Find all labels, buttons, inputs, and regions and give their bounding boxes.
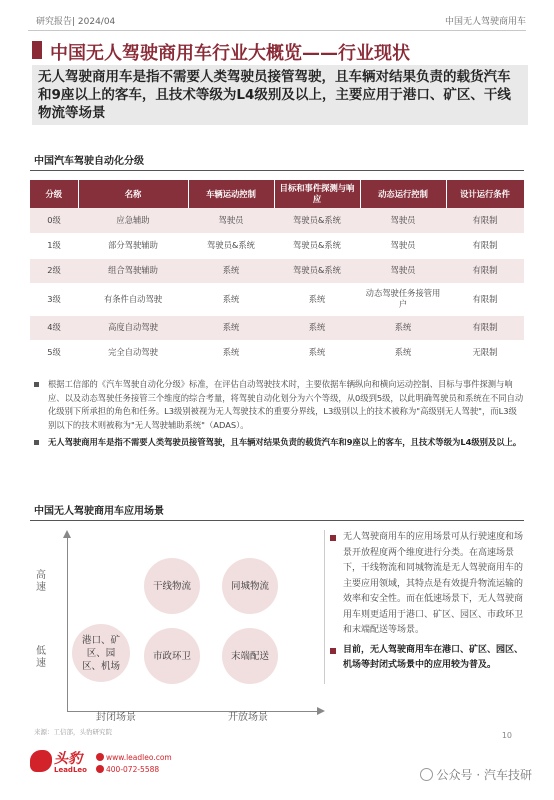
table-cell: 驾驶员&系统: [274, 233, 360, 258]
x-label-closed: 封闭场景: [96, 712, 136, 723]
table-cell: 无限制: [446, 340, 524, 365]
table-header-cell: 名称: [78, 180, 188, 208]
bubble-port-mine-park-airport: 港口、矿区、园区、机场: [72, 624, 130, 682]
table-cell: 系统: [360, 315, 446, 340]
table-row: [30, 233, 524, 258]
note-text: 无人驾驶商用车是指不需要人类驾驶员接管驾驶，且车辆对结果负责的载货汽车和9座以上的客车，且技术等级为L4级别及以上。: [48, 437, 522, 447]
contact-info: [96, 752, 172, 776]
note-text: 根据工信部的《汽车驾驶自动化分级》标准，在评估自动驾驶技术时，主要依据车辆纵向和横向运动控制、目标与事件探测与响应、以及动态驾驶任务接管三个维度的综合考量，将驾驶自动化划分为六个等级，从0级到5级，以此明确驾驶员和系统在不同自动化级别下所承担的角色和任务。L3级别被视为无人驾驶技术的重要分界线，L3级别以上的技术被称为"高级别无人驾驶"，而L3级别以下的技术则被称为"无人驾驶辅助系统"（ADAS）。: [48, 379, 524, 430]
table-cell: 驾驶员&系统: [274, 208, 360, 233]
commentary-item: [330, 643, 526, 674]
logo-text-en: LeadLeo: [54, 766, 87, 774]
header-divider: [28, 30, 526, 31]
title-accent-bar: [32, 41, 42, 59]
table-cell: 2级: [30, 258, 78, 283]
bubble-municipal-sanitation: 市政环卫: [144, 628, 200, 684]
logo-text-cn: 头豹: [54, 751, 82, 767]
watermark-text: 公众号 · 汽车技研: [436, 768, 532, 782]
table-section-divider: [30, 170, 524, 171]
table-header-cell: 分级: [30, 180, 78, 208]
table-cell: 1级: [30, 233, 78, 258]
table-cell: 驾驶员&系统: [188, 233, 274, 258]
globe-icon: [96, 753, 104, 761]
y-label-high: 高速: [36, 570, 46, 593]
table-cell: 有条件自动驾驶: [78, 283, 188, 315]
table-cell: 系统: [274, 340, 360, 365]
website-link[interactable]: www.leadleo.com: [106, 753, 172, 762]
y-axis: [67, 536, 68, 711]
table-cell: 3级: [30, 283, 78, 315]
wechat-icon: [420, 768, 433, 781]
table-header-cell: 动态运行控制: [360, 180, 446, 208]
website-line: [96, 752, 172, 764]
bullet-square-icon: [330, 648, 336, 654]
table-cell: 有限制: [446, 315, 524, 340]
commentary-text: 无人驾驶商用车的应用场景可从行驶速度和场景开放程度两个维度进行分类。在高速场景下，干线物流和同城物流是无人驾驶商用车的主要应用领域，其特点是有效提升物流运输的效率和安全性。而在低速场景下，无人驾驶商用车则更适用于港口、矿区、园区、市政环卫和末端配送等场景。: [343, 532, 524, 635]
table-cell: 有限制: [446, 258, 524, 283]
table-cell: 驾驶员: [360, 233, 446, 258]
table-cell: 0级: [30, 208, 78, 233]
table-header-cell: 设计运行条件: [446, 180, 524, 208]
leadleo-logo: [30, 748, 88, 782]
phone-line: [96, 764, 172, 776]
page-header: [36, 14, 526, 28]
table-cell: 系统: [188, 258, 274, 283]
chart-section-title: 中国无人驾驶商用车应用场景: [34, 506, 164, 517]
x-label-open: 开放场景: [228, 712, 268, 723]
note-paragraph: [34, 378, 524, 432]
table-cell: 系统: [188, 340, 274, 365]
table-cell: 组合驾驶辅助: [78, 258, 188, 283]
chart-section-divider: [30, 520, 524, 521]
commentary-item: [330, 530, 526, 639]
table-cell: 应急辅助: [78, 208, 188, 233]
table-cell: 系统: [274, 315, 360, 340]
table-cell: 高度自动驾驶: [78, 315, 188, 340]
table-cell: 有限制: [446, 233, 524, 258]
leopard-logo-icon: [30, 750, 52, 772]
y-label-low: 低速: [36, 646, 46, 669]
table-row: [30, 258, 524, 283]
table-section-title: 中国汽车驾驶自动化分级: [34, 156, 144, 167]
table-cell: 系统: [188, 283, 274, 315]
table-cell: 完全自动驾驶: [78, 340, 188, 365]
bullet-square-icon: [34, 440, 39, 445]
table-cell: 系统: [188, 315, 274, 340]
table-row: [30, 208, 524, 233]
table-header-cell: 车辆运动控制: [188, 180, 274, 208]
header-left: 研究报告| 2024/04: [36, 17, 116, 27]
table-row: [30, 283, 524, 315]
page-title-block: [32, 39, 522, 64]
table-cell: 驾驶员&系统: [274, 258, 360, 283]
source-note: 来源：工信部，头豹研究院: [34, 728, 112, 736]
table-cell: 驾驶员: [360, 258, 446, 283]
table-row: [30, 340, 524, 365]
scenario-matrix: [30, 528, 320, 728]
side-divider: [324, 530, 325, 684]
table-cell: 系统: [274, 283, 360, 315]
arrow-up-icon: [63, 530, 71, 538]
automation-level-table: [30, 180, 525, 366]
commentary-text: 目前，无人驾驶商用车在港口、矿区、园区、机场等封闭式场景中的应用较为普及。: [343, 644, 524, 670]
table-cell: 有限制: [446, 283, 524, 315]
bullet-square-icon: [330, 535, 336, 541]
table-cell: 驾驶员: [360, 208, 446, 233]
table-cell: 部分驾驶辅助: [78, 233, 188, 258]
table-row: [30, 315, 524, 340]
table-header-cell: 目标和事件探测与响应: [274, 180, 360, 208]
header-right: 中国无人驾驶商用车: [444, 17, 526, 27]
table-header-row: [30, 180, 524, 208]
lead-summary: 无人驾驶商用车是指不需要人类驾驶员接管驾驶，且车辆对结果负责的载货汽车和9座以上的客车，且技术等级为L4级别及以上，主要应用于港口、矿区、干线物流等场景: [32, 65, 528, 125]
note-paragraph: [34, 436, 524, 450]
table-cell: 4级: [30, 315, 78, 340]
bubble-last-mile: 末端配送: [222, 628, 278, 684]
wechat-watermark: [420, 766, 532, 783]
bullet-square-icon: [34, 382, 39, 387]
arrow-right-icon: [317, 707, 325, 715]
table-cell: 动态驾驶任务接管用户: [360, 283, 446, 315]
table-cell: 系统: [360, 340, 446, 365]
phone-icon: [96, 765, 104, 773]
bubble-city-logistics: 同城物流: [222, 558, 278, 614]
table-cell: 有限制: [446, 208, 524, 233]
page-title: 中国无人驾驶商用车行业大概览——行业现状: [50, 43, 410, 64]
phone-number: 400-072-5588: [106, 765, 160, 774]
bubble-trunk-logistics: 干线物流: [144, 558, 200, 614]
scenario-commentary: [330, 530, 526, 678]
page-number: 10: [501, 731, 512, 740]
table-cell: 驾驶员: [188, 208, 274, 233]
table-cell: 5级: [30, 340, 78, 365]
